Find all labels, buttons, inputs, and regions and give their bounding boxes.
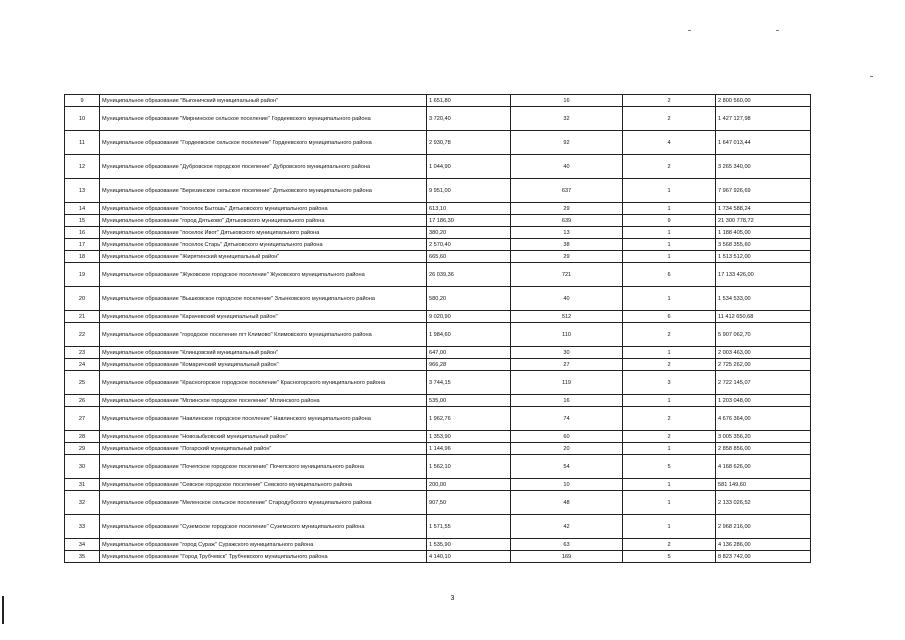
- quantity-value-cell: 5: [623, 551, 716, 563]
- quantity-value-cell: 1: [623, 479, 716, 491]
- table-row: [65, 263, 811, 287]
- table-row: [65, 155, 811, 179]
- table-row: [65, 323, 811, 347]
- municipality-name-cell: Муниципальное образование "Вышковское городское поселение" Злынковского муниципального района: [100, 287, 427, 311]
- table-row: [65, 359, 811, 371]
- count-value-cell: 110: [511, 323, 623, 347]
- count-value-cell: 29: [511, 251, 623, 263]
- table-row: [65, 455, 811, 479]
- amount-value-cell: 2 003 463,00: [716, 347, 811, 359]
- scan-edge-mark: [2, 596, 4, 624]
- row-number-cell: 23: [65, 347, 100, 359]
- municipality-name-cell: Муниципальное образование "поселок Бытошь" Дятьковского муниципального района: [100, 203, 427, 215]
- row-number-cell: 34: [65, 539, 100, 551]
- quantity-value-cell: 1: [623, 491, 716, 515]
- amount-value-cell: 11 412 650,68: [716, 311, 811, 323]
- area-value-cell: 3 744,15: [427, 371, 511, 395]
- table-row: [65, 215, 811, 227]
- area-value-cell: 2 570,40: [427, 239, 511, 251]
- table-row: [65, 95, 811, 107]
- count-value-cell: 32: [511, 107, 623, 131]
- quantity-value-cell: 2: [623, 407, 716, 431]
- row-number-cell: 24: [65, 359, 100, 371]
- count-value-cell: 74: [511, 407, 623, 431]
- amount-value-cell: 2 133 026,52: [716, 491, 811, 515]
- municipality-name-cell: Муниципальное образование "Комаричский муниципальный район": [100, 359, 427, 371]
- quantity-value-cell: 6: [623, 311, 716, 323]
- municipality-name-cell: Муниципальное образование "Карачевский муниципальный район": [100, 311, 427, 323]
- amount-value-cell: 581 149,60: [716, 479, 811, 491]
- quantity-value-cell: 1: [623, 251, 716, 263]
- count-value-cell: 48: [511, 491, 623, 515]
- row-number-cell: 20: [65, 287, 100, 311]
- municipality-name-cell: Муниципальное образование "Березинское сельское поселение" Дятьковского муниципального района: [100, 179, 427, 203]
- amount-value-cell: 4 168 626,00: [716, 455, 811, 479]
- amount-value-cell: 5 907 062,70: [716, 323, 811, 347]
- area-value-cell: 613,10: [427, 203, 511, 215]
- row-number-cell: 30: [65, 455, 100, 479]
- scan-speck: [776, 30, 779, 31]
- row-number-cell: 33: [65, 515, 100, 539]
- quantity-value-cell: 2: [623, 107, 716, 131]
- quantity-value-cell: 3: [623, 371, 716, 395]
- area-value-cell: 1 984,60: [427, 323, 511, 347]
- quantity-value-cell: 1: [623, 179, 716, 203]
- count-value-cell: 13: [511, 227, 623, 239]
- area-value-cell: 17 186,30: [427, 215, 511, 227]
- count-value-cell: 27: [511, 359, 623, 371]
- area-value-cell: 9 951,00: [427, 179, 511, 203]
- count-value-cell: 20: [511, 443, 623, 455]
- row-number-cell: 35: [65, 551, 100, 563]
- row-number-cell: 29: [65, 443, 100, 455]
- amount-value-cell: 1 534 533,00: [716, 287, 811, 311]
- area-value-cell: 1 144,96: [427, 443, 511, 455]
- count-value-cell: 60: [511, 431, 623, 443]
- municipality-name-cell: Муниципальное образование "Погарский муниципальный район": [100, 443, 427, 455]
- table-row: [65, 551, 811, 563]
- area-value-cell: 1 044,90: [427, 155, 511, 179]
- area-value-cell: 2 930,78: [427, 131, 511, 155]
- quantity-value-cell: 1: [623, 443, 716, 455]
- municipality-name-cell: Муниципальное образование "Красногорское городское поселение" Красногорского муниципального района: [100, 371, 427, 395]
- amount-value-cell: 1 427 127,98: [716, 107, 811, 131]
- count-value-cell: 721: [511, 263, 623, 287]
- row-number-cell: 12: [65, 155, 100, 179]
- table-row: [65, 431, 811, 443]
- area-value-cell: 535,00: [427, 395, 511, 407]
- quantity-value-cell: 1: [623, 203, 716, 215]
- amount-value-cell: 2 858 856,00: [716, 443, 811, 455]
- area-value-cell: 1 353,90: [427, 431, 511, 443]
- quantity-value-cell: 1: [623, 395, 716, 407]
- area-value-cell: 1 535,90: [427, 539, 511, 551]
- count-value-cell: 637: [511, 179, 623, 203]
- amount-value-cell: 3 265 340,00: [716, 155, 811, 179]
- row-number-cell: 32: [65, 491, 100, 515]
- amount-value-cell: 17 133 426,00: [716, 263, 811, 287]
- row-number-cell: 28: [65, 431, 100, 443]
- count-value-cell: 63: [511, 539, 623, 551]
- area-value-cell: 26 039,36: [427, 263, 511, 287]
- count-value-cell: 30: [511, 347, 623, 359]
- amount-value-cell: 21 300 778,72: [716, 215, 811, 227]
- row-number-cell: 10: [65, 107, 100, 131]
- area-value-cell: 380,20: [427, 227, 511, 239]
- count-value-cell: 38: [511, 239, 623, 251]
- municipality-name-cell: Муниципальное образование "город Дятьково" Дятьковского муниципального района: [100, 215, 427, 227]
- table-row: [65, 371, 811, 395]
- quantity-value-cell: 4: [623, 131, 716, 155]
- table-row: [65, 407, 811, 431]
- quantity-value-cell: 2: [623, 359, 716, 371]
- amount-value-cell: 1 513 512,00: [716, 251, 811, 263]
- count-value-cell: 639: [511, 215, 623, 227]
- municipality-name-cell: Муниципальное образование "Навлинское городское поселение" Навлинского муниципального района: [100, 407, 427, 431]
- area-value-cell: 4 140,10: [427, 551, 511, 563]
- amount-value-cell: 1 188 405,00: [716, 227, 811, 239]
- row-number-cell: 25: [65, 371, 100, 395]
- row-number-cell: 26: [65, 395, 100, 407]
- scan-speck: [688, 30, 691, 31]
- municipality-name-cell: Муниципальное образование "Жирятинский муниципальный район": [100, 251, 427, 263]
- table-row: [65, 311, 811, 323]
- row-number-cell: 19: [65, 263, 100, 287]
- area-value-cell: 3 720,40: [427, 107, 511, 131]
- scan-speck: [870, 76, 873, 77]
- count-value-cell: 40: [511, 287, 623, 311]
- table-row: [65, 251, 811, 263]
- amount-value-cell: 2 725 262,00: [716, 359, 811, 371]
- area-value-cell: 665,60: [427, 251, 511, 263]
- amount-value-cell: 1 734 588,24: [716, 203, 811, 215]
- row-number-cell: 9: [65, 95, 100, 107]
- count-value-cell: 512: [511, 311, 623, 323]
- amount-value-cell: 3 005 356,20: [716, 431, 811, 443]
- table-row: [65, 239, 811, 251]
- quantity-value-cell: 2: [623, 155, 716, 179]
- municipality-name-cell: Муниципальное образование "Город Трубчевск" Трубчевского муниципального района: [100, 551, 427, 563]
- municipality-name-cell: Муниципальное образование "город Сураж" Суражского муниципального района: [100, 539, 427, 551]
- amount-value-cell: 8 823 742,00: [716, 551, 811, 563]
- municipality-name-cell: Муниципальное образование "Мирнинское сельское поселение" Гордеевского муниципального района: [100, 107, 427, 131]
- municipality-name-cell: Муниципальное образование "Выгоничский муниципальный район": [100, 95, 427, 107]
- quantity-value-cell: 9: [623, 215, 716, 227]
- table-row: [65, 395, 811, 407]
- quantity-value-cell: 1: [623, 227, 716, 239]
- count-value-cell: 16: [511, 395, 623, 407]
- area-value-cell: 907,50: [427, 491, 511, 515]
- quantity-value-cell: 1: [623, 239, 716, 251]
- area-value-cell: 1 651,80: [427, 95, 511, 107]
- amount-value-cell: 3 568 355,60: [716, 239, 811, 251]
- table-body: [65, 95, 811, 563]
- table-row: [65, 515, 811, 539]
- table-row: [65, 443, 811, 455]
- row-number-cell: 13: [65, 179, 100, 203]
- municipality-name-cell: Муниципальное образование "Жуковское городское поселение" Жуковского муниципального района: [100, 263, 427, 287]
- table-row: [65, 491, 811, 515]
- row-number-cell: 21: [65, 311, 100, 323]
- table-row: [65, 479, 811, 491]
- row-number-cell: 17: [65, 239, 100, 251]
- area-value-cell: 1 562,10: [427, 455, 511, 479]
- row-number-cell: 27: [65, 407, 100, 431]
- area-value-cell: 647,00: [427, 347, 511, 359]
- table-row: [65, 179, 811, 203]
- municipality-name-cell: Муниципальное образование "Гордеевское сельское поселение" Гордеевского муниципального района: [100, 131, 427, 155]
- quantity-value-cell: 1: [623, 287, 716, 311]
- table-row: [65, 227, 811, 239]
- quantity-value-cell: 1: [623, 515, 716, 539]
- municipality-name-cell: Муниципальное образование "Почепское городское поселение" Почепского муниципального района: [100, 455, 427, 479]
- municipality-name-cell: Муниципальное образование "Дубровское городское поселение" Дубровского муниципального района: [100, 155, 427, 179]
- amount-value-cell: 1 647 013,44: [716, 131, 811, 155]
- amount-value-cell: 2 800 560,00: [716, 95, 811, 107]
- area-value-cell: 966,28: [427, 359, 511, 371]
- municipality-name-cell: Муниципальное образование "Новозыбковский муниципальный район": [100, 431, 427, 443]
- table-row: [65, 131, 811, 155]
- count-value-cell: 16: [511, 95, 623, 107]
- amount-value-cell: 4 676 364,00: [716, 407, 811, 431]
- table-row: [65, 203, 811, 215]
- municipality-name-cell: Муниципальное образование "поселок Ивот" Дятьковского муниципального района: [100, 227, 427, 239]
- count-value-cell: 40: [511, 155, 623, 179]
- row-number-cell: 15: [65, 215, 100, 227]
- amount-value-cell: 7 967 926,69: [716, 179, 811, 203]
- municipality-name-cell: Муниципальное образование "поселок Старь" Дятьковского муниципального района: [100, 239, 427, 251]
- municipality-name-cell: Муниципальное образование "городское поселение пгт Климово" Климовского муниципального района: [100, 323, 427, 347]
- amount-value-cell: 2 722 145,07: [716, 371, 811, 395]
- row-number-cell: 22: [65, 323, 100, 347]
- count-value-cell: 92: [511, 131, 623, 155]
- count-value-cell: 29: [511, 203, 623, 215]
- count-value-cell: 42: [511, 515, 623, 539]
- amount-value-cell: 2 968 216,00: [716, 515, 811, 539]
- row-number-cell: 11: [65, 131, 100, 155]
- row-number-cell: 18: [65, 251, 100, 263]
- municipality-name-cell: Муниципальное образование "Клинцовский муниципальный район": [100, 347, 427, 359]
- amount-value-cell: 4 136 286,00: [716, 539, 811, 551]
- row-number-cell: 16: [65, 227, 100, 239]
- count-value-cell: 10: [511, 479, 623, 491]
- table-row: [65, 107, 811, 131]
- quantity-value-cell: 2: [623, 95, 716, 107]
- quantity-value-cell: 1: [623, 347, 716, 359]
- amount-value-cell: 1 203 048,00: [716, 395, 811, 407]
- page-number: 3: [450, 595, 455, 602]
- count-value-cell: 169: [511, 551, 623, 563]
- area-value-cell: 1 571,55: [427, 515, 511, 539]
- count-value-cell: 54: [511, 455, 623, 479]
- quantity-value-cell: 2: [623, 539, 716, 551]
- municipality-name-cell: Муниципальное образование "Севское городское поселение" Севского муниципального района: [100, 479, 427, 491]
- municipality-name-cell: Муниципальное образование "Суземское городское поселение" Суземского муниципального района: [100, 515, 427, 539]
- table-row: [65, 347, 811, 359]
- area-value-cell: 200,00: [427, 479, 511, 491]
- area-value-cell: 1 962,76: [427, 407, 511, 431]
- data-table: [64, 94, 811, 563]
- quantity-value-cell: 2: [623, 323, 716, 347]
- table-row: [65, 287, 811, 311]
- quantity-value-cell: 2: [623, 431, 716, 443]
- table-row: [65, 539, 811, 551]
- count-value-cell: 119: [511, 371, 623, 395]
- municipality-name-cell: Муниципальное образование "Мглинское городское поселение" Мглинского района: [100, 395, 427, 407]
- quantity-value-cell: 6: [623, 263, 716, 287]
- row-number-cell: 14: [65, 203, 100, 215]
- municipality-name-cell: Муниципальное образование "Меленское сельское поселение" Стародубского муниципального района: [100, 491, 427, 515]
- row-number-cell: 31: [65, 479, 100, 491]
- quantity-value-cell: 5: [623, 455, 716, 479]
- area-value-cell: 580,20: [427, 287, 511, 311]
- area-value-cell: 9 020,90: [427, 311, 511, 323]
